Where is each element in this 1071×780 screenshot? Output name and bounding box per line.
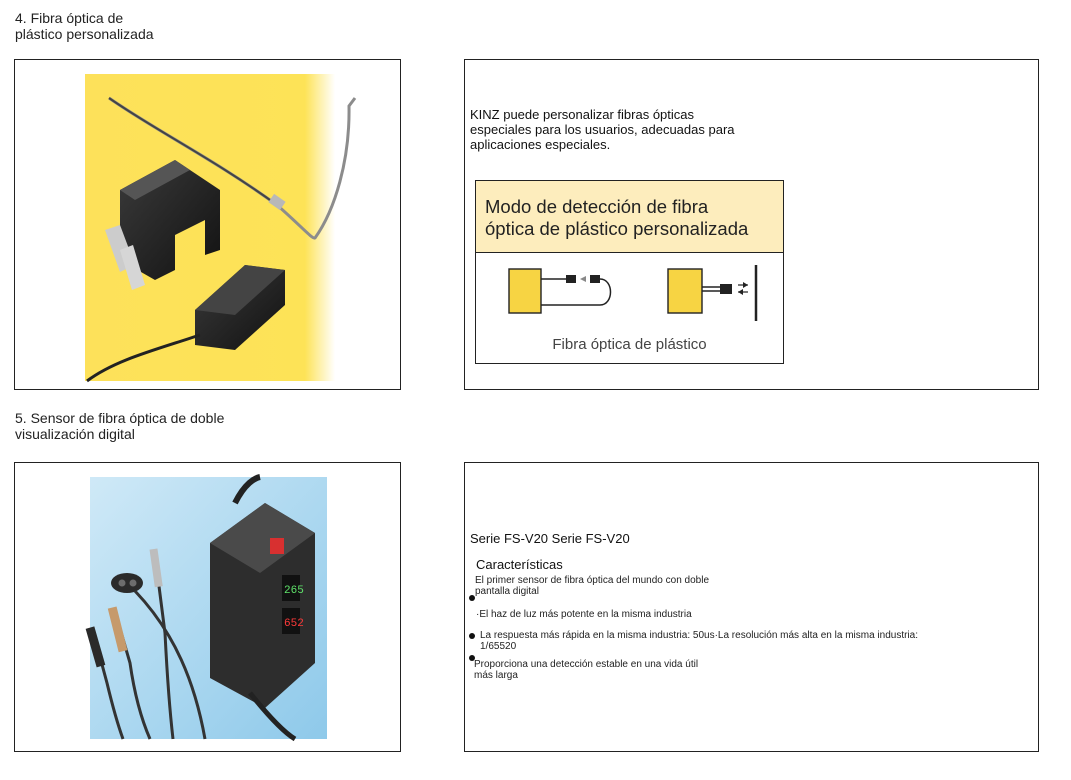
dual-display-sensor-photo	[15, 463, 401, 752]
dual-display-sensor-info-panel	[464, 462, 1039, 752]
detection-mode-caption: Fibra óptica de plástico	[552, 336, 707, 353]
feature-item: Proporciona una detección estable en una vida útil más larga	[474, 659, 699, 681]
dual-display-sensor-photo-panel	[14, 462, 401, 752]
detection-mode-illustration	[476, 259, 785, 339]
custom-fiber-photo-panel	[14, 59, 401, 390]
features-title: Características	[476, 557, 563, 572]
green-display-readout: 265	[284, 585, 304, 597]
section-4-title: 4. Fibra óptica de plástico personalizada	[15, 10, 154, 42]
bullet-icon	[469, 633, 475, 639]
red-display-readout: 652	[284, 618, 304, 630]
custom-fiber-info-panel	[464, 59, 1039, 390]
series-name: Serie FS-V20 Serie FS-V20	[470, 531, 630, 546]
section-5-title: 5. Sensor de fibra óptica de doble visualización digital	[15, 410, 225, 442]
feature-item: La respuesta más rápida en la misma industria: 50us·La resolución más alta en la misma industria: 1/65520	[480, 630, 918, 652]
custom-fiber-description: KINZ puede personalizar fibras ópticas especiales para los usuarios, adecuadas para aplicaciones especiales.	[470, 107, 735, 152]
feature-item: ·El haz de luz más potente en la misma industria	[476, 609, 692, 620]
detection-mode-header	[476, 181, 783, 253]
custom-fiber-photo	[15, 60, 401, 390]
feature-item: El primer sensor de fibra óptica del mundo con doble pantalla digital	[475, 575, 710, 597]
detection-mode-title: Modo de detección de fibra óptica de plástico personalizada	[485, 196, 749, 239]
detection-mode-diagram	[475, 180, 784, 364]
